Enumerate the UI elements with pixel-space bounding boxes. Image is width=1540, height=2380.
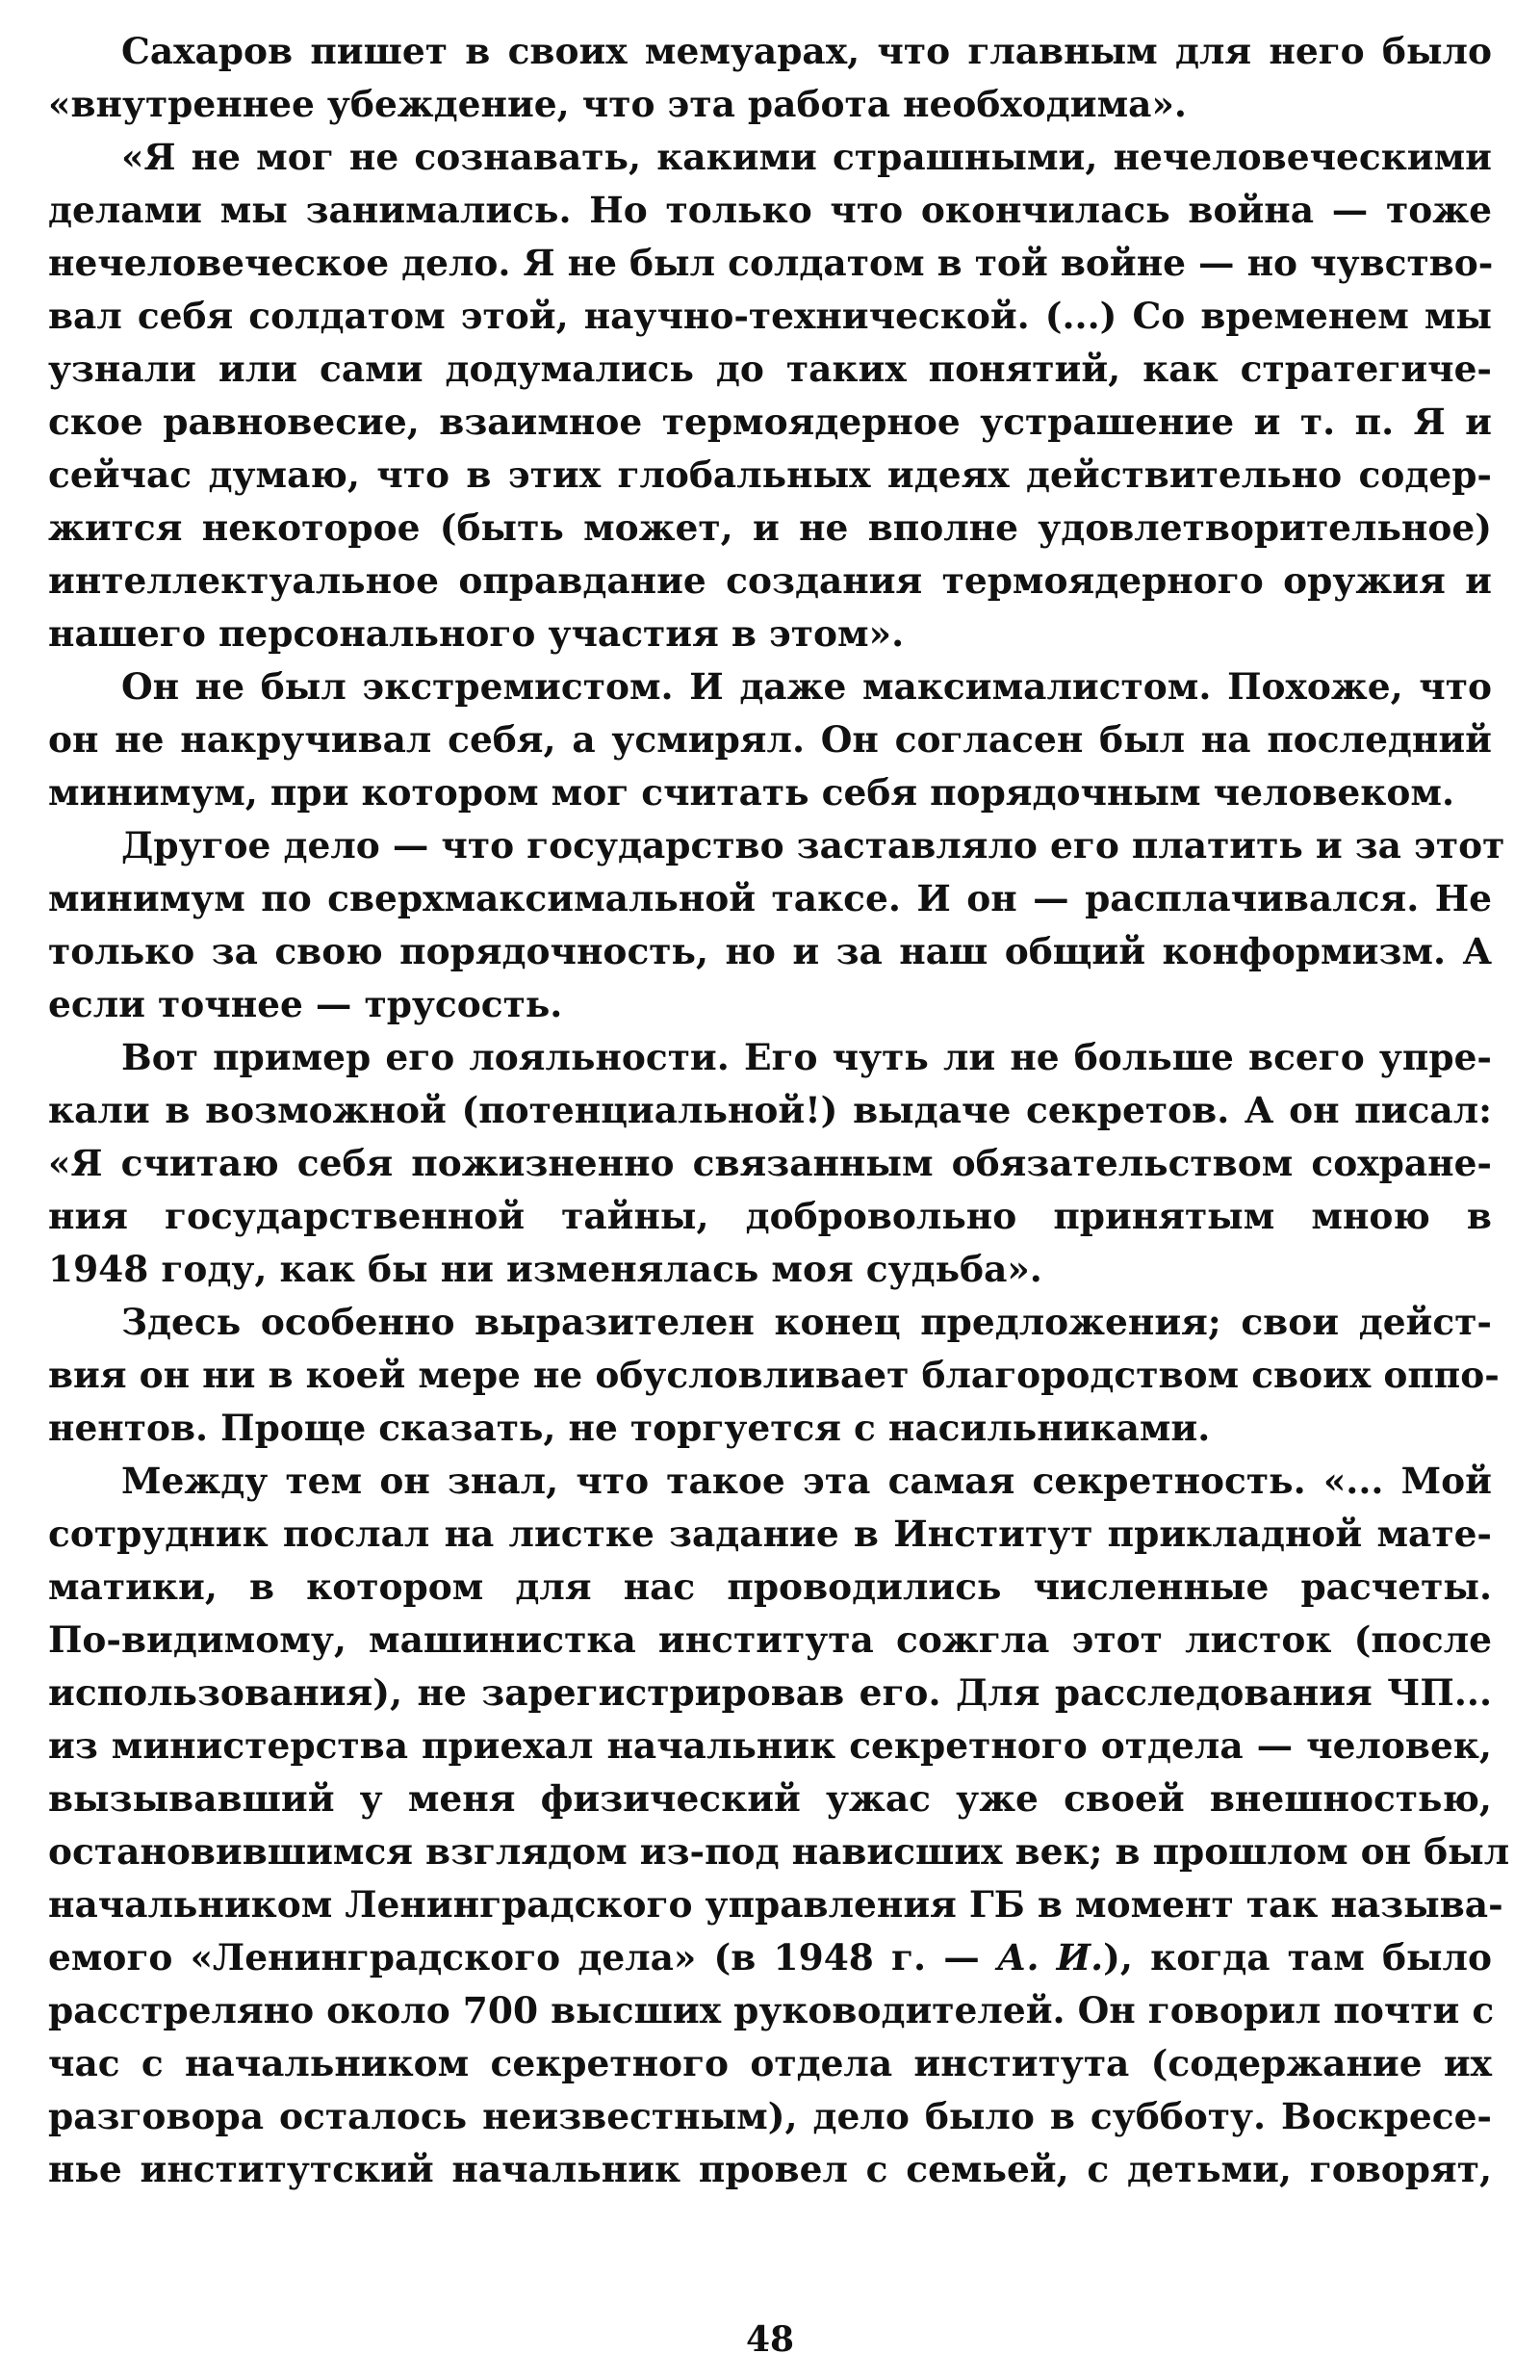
text-line: час с начальником секретного отдела института (содержание их <box>48 2042 1492 2084</box>
text-line: нье институтский начальник провел с семьей, с детьми, говорят, <box>48 2148 1492 2190</box>
text-line: емого «Ленинградского дела» (в 1948 г. — А. И.), когда там было <box>48 1936 1492 1979</box>
text-line: Вот пример его лояльности. Его чуть ли не больше всего упре- <box>121 1036 1492 1078</box>
text-line: «внутреннее убеждение, что эта работа необходима». <box>48 83 1187 125</box>
paragraph <box>48 819 1505 1031</box>
text-line: расстреляно около 700 высших руководителей. Он говорил почти с <box>48 1989 1495 2031</box>
text-line: нечеловеческое дело. Я не был солдатом в той войне — но чувство- <box>48 242 1494 284</box>
text-line: вия он ни в коей мере не обусловливает благородством своих оппо- <box>48 1354 1500 1396</box>
text-line: Между тем он знал, что такое эта самая секретность. «... Мой <box>121 1460 1492 1502</box>
text-line: ское равновесие, взаимное термоядерное устрашение и т. п. Я и <box>48 401 1492 443</box>
text-line: вызывавший у меня физический ужас уже своей внешностью, <box>48 1777 1492 1820</box>
text-line: нентов. Проще сказать, не торгуется с насильниками. <box>48 1407 1211 1449</box>
text-line: «Я считаю себя пожизненно связанным обязательством сохране- <box>48 1142 1492 1184</box>
text-line: делами мы занимались. Но только что окончилась война — тоже <box>48 189 1492 231</box>
text-line: начальником Ленинградского управления ГБ в момент так называ- <box>48 1883 1503 1926</box>
text-line: нашего персонального участия в этом». <box>48 612 905 655</box>
text-line: сейчас думаю, что в этих глобальных идеях действительно содер- <box>48 453 1492 496</box>
text-line: кали в возможной (потенциальной!) выдаче секретов. А он писал: <box>48 1089 1492 1131</box>
text-line: сотрудник послал на листке задание в Институт прикладной мате- <box>48 1513 1492 1555</box>
text-line: интеллектуальное оправдание создания термоядерного оружия и <box>48 559 1492 602</box>
text-line: если точнее — трусость. <box>48 983 563 1025</box>
text-line: использования), не зарегистрировав его. Для расследования ЧП... <box>48 1671 1492 1714</box>
text-line: «Я не мог не сознавать, какими страшными, нечеловеческими <box>121 136 1492 178</box>
page-number: 48 <box>745 2319 795 2360</box>
text-line: минимум, при котором мог считать себя порядочным человеком. <box>48 771 1455 814</box>
text-line: узнали или сами додумались до таких понятий, как стратегиче- <box>48 348 1492 390</box>
text-line: разговора осталось неизвестным), дело было в субботу. Воскресе- <box>48 2095 1492 2137</box>
text-line: 1948 году, как бы ни изменялась моя судьба». <box>48 1248 1042 1290</box>
author-initials: А. И. <box>996 1936 1104 1979</box>
text-line: ния государственной тайны, добровольно принятым мною в <box>48 1195 1492 1237</box>
text-line: Другое дело — что государство заставляло его платить и за этот <box>121 824 1505 867</box>
text-line: жится некоторое (быть может, и не вполне удовлетворительное) <box>48 506 1492 549</box>
text-line: из министерства приехал начальник секретного отдела — человек, <box>48 1724 1492 1767</box>
paragraph <box>48 131 1492 660</box>
paragraph <box>48 25 1492 131</box>
text-line: вал себя солдатом этой, научно-технической. (...) Со временем мы <box>48 295 1492 337</box>
text-line: матики, в котором для нас проводились численные расчеты. <box>48 1565 1492 1608</box>
paragraph <box>48 1455 1510 2196</box>
text-line: остановившимся взглядом из-под нависших век; в прошлом он был <box>48 1830 1510 1873</box>
text-line: минимум по сверхмаксимальной таксе. И он — расплачивался. Не <box>48 877 1492 919</box>
text-line: Здесь особенно выразителен конец предложения; свои дейст- <box>121 1301 1492 1343</box>
text-line: По-видимому, машинистка института сожгла этот листок (после <box>48 1618 1492 1661</box>
text-line: Он не был экстремистом. И даже максималистом. Похоже, что <box>121 665 1492 708</box>
text-line: он не накручивал себя, а усмирял. Он согласен был на последний <box>48 718 1492 761</box>
text-line: только за свою порядочность, но и за наш общий конформизм. А <box>48 930 1492 972</box>
body-text <box>48 25 1510 2196</box>
paragraph <box>48 1296 1500 1455</box>
paragraph <box>48 1031 1492 1296</box>
text-line: Сахаров пишет в своих мемуарах, что главным для него было <box>121 30 1492 72</box>
paragraph <box>48 660 1492 819</box>
